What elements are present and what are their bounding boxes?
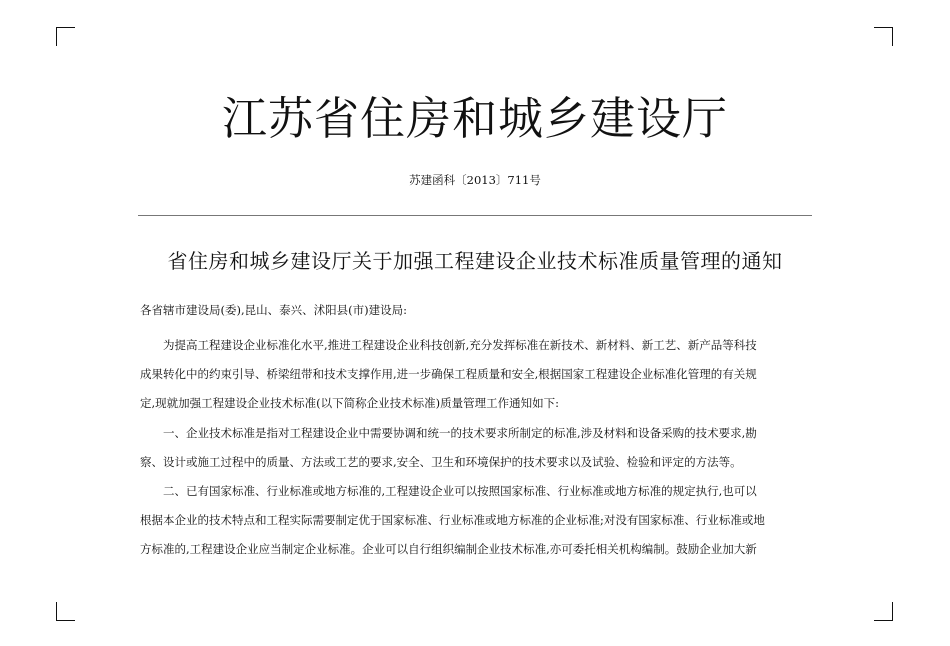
body-line: 为提高工程建设企业标准化水平,推进工程建设企业科技创新,充分发挥标准在新技术、新材料、新工艺、新产品等科技: [140, 338, 757, 352]
body-line: 方标准的,工程建设企业应当制定企业标准。企业可以自行组织编制企业技术标准,亦可委托相关机构编制。鼓励企业加大新: [140, 542, 757, 556]
crop-mark-top-right: [874, 27, 893, 46]
body-line: 成果转化中的约束引导、桥梁纽带和技术支撑作用,进一步确保工程质量和安全,根据国家工程建设企业标准化管理的有关规: [140, 367, 757, 381]
body-line: 一、企业技术标准是指对工程建设企业中需要协调和统一的技术要求所制定的标准,涉及材料和设备采购的技术要求,勘: [140, 426, 757, 440]
body-line: 察、设计或施工过程中的质量、方法或工艺的要求,安全、卫生和环境保护的技术要求以及试验、检验和评定的方法等。: [140, 455, 742, 469]
notice-title: 省住房和城乡建设厅关于加强工程建设企业技术标准质量管理的通知: [167, 249, 783, 273]
crop-mark-bottom-right: [874, 602, 893, 621]
document-number: 苏建函科〔2013〕711号: [409, 173, 541, 187]
salutation: 各省辖市建设局(委),昆山、泰兴、沭阳县(市)建设局:: [140, 303, 407, 317]
body-line: 定,现就加强工程建设企业技术标准(以下简称企业技术标准)质量管理工作通知如下:: [140, 396, 559, 410]
crop-mark-top-left: [56, 27, 75, 46]
header-divider: [138, 215, 812, 216]
body-line: 二、已有国家标准、行业标准或地方标准的,工程建设企业可以按照国家标准、行业标准或地方标准的规定执行,也可以: [140, 484, 757, 498]
issuing-authority-title: 江苏省住房和城乡建设厅: [221, 92, 728, 145]
crop-mark-bottom-left: [56, 602, 75, 621]
body-line: 根据本企业的技术特点和工程实际需要制定优于国家标准、行业标准或地方标准的企业标准;对没有国家标准、行业标准或地: [140, 513, 765, 527]
